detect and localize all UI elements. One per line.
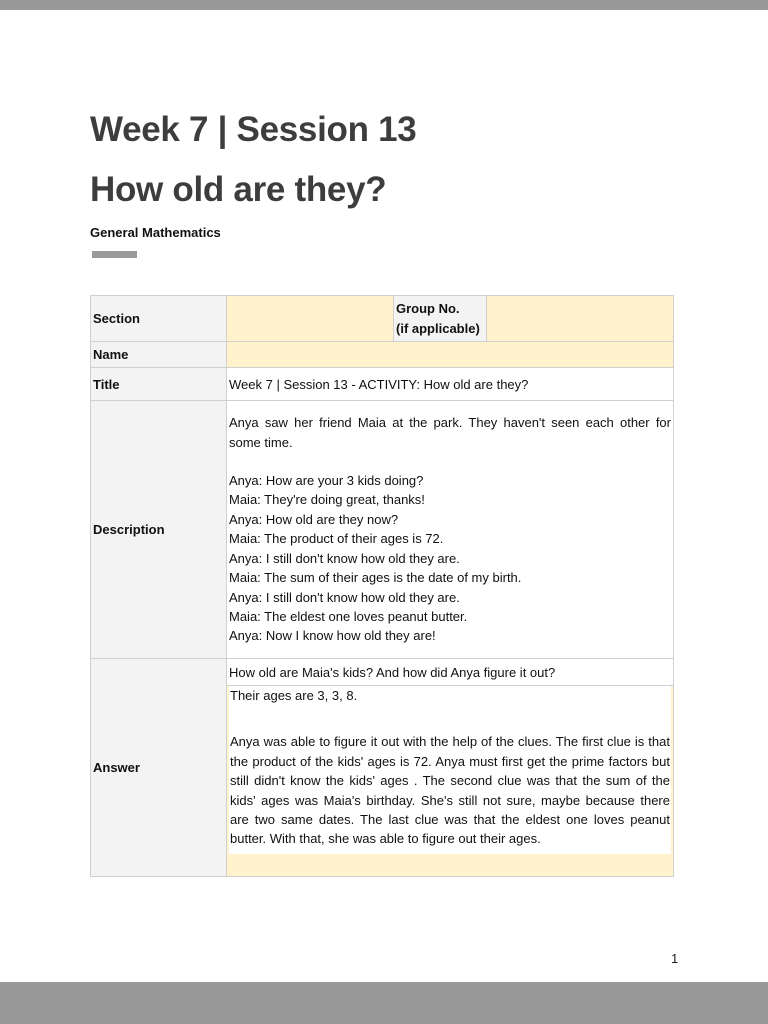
group-label-line2: (if applicable) xyxy=(396,320,480,336)
name-field[interactable] xyxy=(227,342,674,368)
subject-label: General Mathematics xyxy=(90,225,221,240)
answer-explanation: Anya was able to figure it out with the help of the clues. The first clue is that the product of the kids' ages is 72. Anya must first get the prime factors but still didn't know the kids' ages . The second clue was that the sum of the kids' ages was Maia's birthday. She's still not sure, maybe because there are two same dates. The last clue was that the eldest one loves peanut butter. With that, she was able to figure out their ages. xyxy=(230,734,670,847)
dialogue-line: Maia: The product of their ages is 72. xyxy=(229,531,444,547)
dialogue-line: Anya: I still don't know how old they are. xyxy=(229,589,460,605)
page-number: 1 xyxy=(671,951,679,966)
title-row xyxy=(91,368,674,401)
title-value: Week 7 | Session 13 - ACTIVITY: How old are they? xyxy=(227,368,674,401)
dialogue-line: Maia: They're doing great, thanks! xyxy=(229,492,425,508)
group-field[interactable] xyxy=(487,296,674,341)
group-label xyxy=(394,296,487,341)
group-label-line1: Group No. xyxy=(396,300,460,316)
accent-divider xyxy=(92,251,137,258)
description-label: Description xyxy=(91,401,227,659)
dialogue-line: Anya: How are your 3 kids doing? xyxy=(229,473,424,489)
section-group-inner xyxy=(227,296,673,341)
bottom-bar xyxy=(0,982,768,1024)
description-intro: Anya saw her friend Maia at the park. They haven't seen each other for some time. xyxy=(229,415,671,450)
dialogue-line: Anya: Now I know how old they are! xyxy=(229,628,436,644)
page-title: Week 7 | Session 13 xyxy=(90,110,417,149)
name-row xyxy=(91,342,674,368)
page-subtitle: How old are they? xyxy=(90,170,387,209)
dialogue-line: Anya: How old are they now? xyxy=(229,511,399,527)
dialogue-line: Maia: The eldest one loves peanut butter. xyxy=(229,608,468,624)
description-row xyxy=(91,401,674,659)
answer-cell xyxy=(227,686,674,877)
section-field[interactable] xyxy=(227,296,394,341)
name-label: Name xyxy=(91,342,227,368)
section-label: Section xyxy=(91,296,227,342)
activity-table xyxy=(90,295,674,877)
section-row xyxy=(91,296,674,342)
title-label: Title xyxy=(91,368,227,401)
answer-ages: Their ages are 3, 3, 8. xyxy=(230,688,358,703)
answer-textbox[interactable] xyxy=(229,686,671,854)
question-row xyxy=(91,659,674,686)
description-cell xyxy=(227,401,674,659)
answer-label: Answer xyxy=(91,659,227,877)
dialogue-line: Anya: I still don't know how old they are. xyxy=(229,550,460,566)
dialogue-line: Maia: The sum of their ages is the date of my birth. xyxy=(229,570,522,586)
top-bar xyxy=(0,0,768,10)
question-text: How old are Maia's kids? And how did Anya figure it out? xyxy=(227,659,674,686)
